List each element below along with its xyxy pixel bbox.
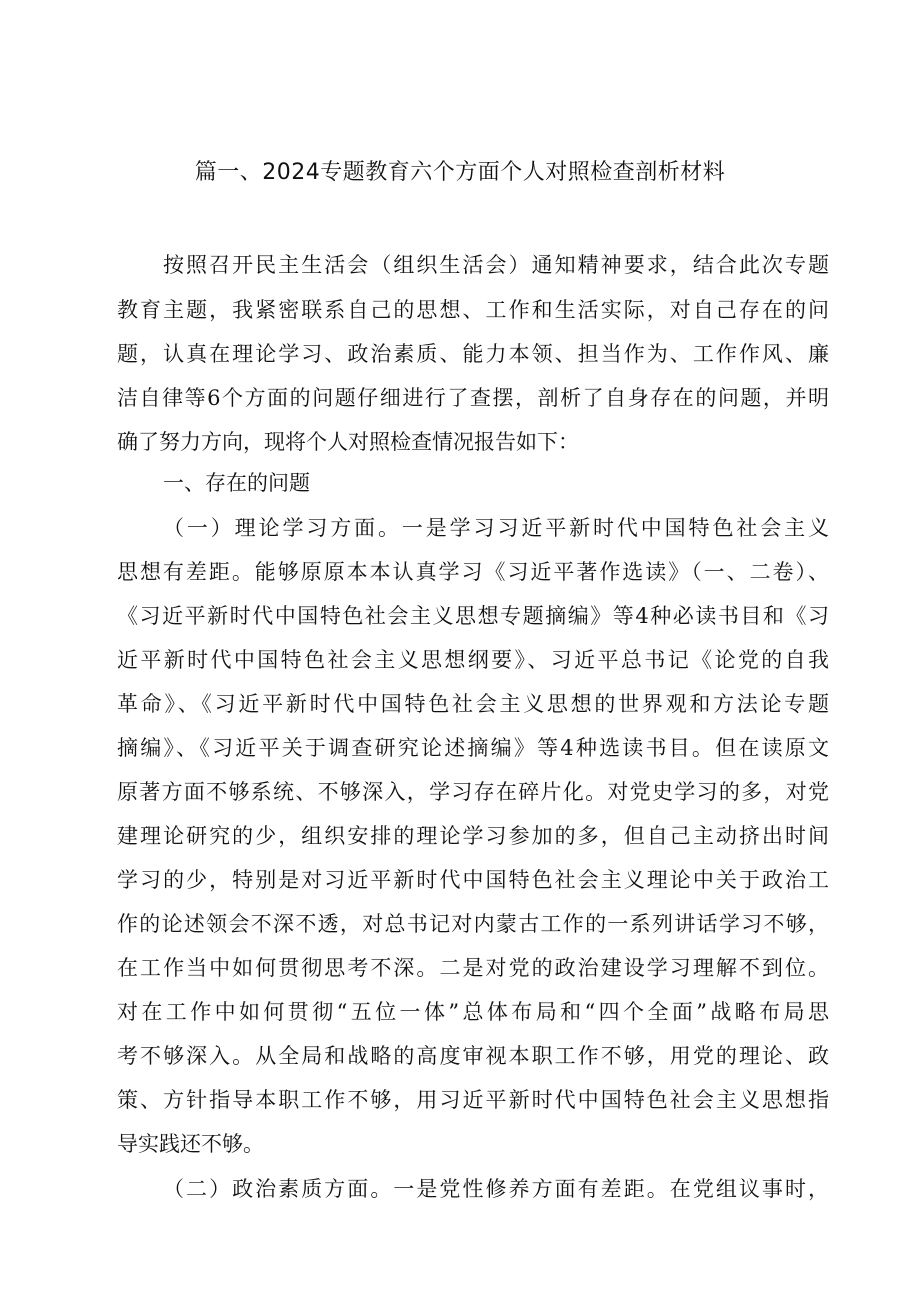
para1-line-3: 《习近平新时代中国特色社会主义思想专题摘编》等4种必读书目和《习: [117, 604, 829, 628]
para2-line-1: （二）政治素质方面。一是党性修养方面有差距。在党组议事时，: [163, 1177, 829, 1201]
para1-line-10: 作的论述领会不深不透，对总书记对内蒙古工作的一系列讲话学习不够，: [117, 912, 829, 936]
intro-line-1: 按照召开民主生活会（组织生活会）通知精神要求，结合此次专题: [163, 253, 829, 277]
para1-line-4: 近平新时代中国特色社会主义思想纲要》、习近平总书记《论党的自我: [117, 648, 829, 672]
intro-line-5: 确了努力方向，现将个人对照检查情况报告如下：: [117, 430, 579, 454]
document-title: 篇一、2024专题教育六个方面个人对照检查剖析材料: [194, 160, 726, 185]
para1-line-6: 摘编》、《习近平关于调查研究论述摘编》等4种选读书目。但在读原文: [117, 736, 829, 760]
intro-line-2: 教育主题，我紧密联系自己的思想、工作和生活实际，对自己存在的问: [117, 298, 829, 322]
section-heading: 一、存在的问题: [163, 471, 310, 495]
para1-line-9: 学习的少，特别是对习近平新时代中国特色社会主义理论中关于政治工: [117, 868, 829, 892]
para1-line-7: 原著方面不够系统、不够深入，学习存在碎片化。对党史学习的多，对党: [117, 780, 829, 804]
para1-line-1: （一）理论学习方面。一是学习习近平新时代中国特色社会主义: [163, 516, 829, 540]
intro-line-3: 题，认真在理论学习、政治素质、能力本领、担当作为、工作作风、廉: [117, 342, 829, 366]
para1-line-15: 导实践还不够。: [117, 1132, 264, 1156]
para1-line-5: 革命》、《习近平新时代中国特色社会主义思想的世界观和方法论专题: [117, 692, 829, 716]
para1-line-2: 思想有差距。能够原原本本认真学习《习近平著作选读》（一、二卷）、: [117, 560, 829, 584]
para1-line-11: 在工作当中如何贯彻思考不深。二是对党的政治建设学习理解不到位。: [117, 956, 829, 980]
intro-line-4: 洁自律等6个方面的问题仔细进行了查摆，剖析了自身存在的问题，并明: [117, 386, 829, 410]
para1-line-12: 对在工作中如何贯彻“五位一体”总体布局和“四个全面”战略布局思: [117, 1000, 829, 1024]
para1-line-13: 考不够深入。从全局和战略的高度审视本职工作不够，用党的理论、政: [117, 1044, 829, 1068]
para1-line-14: 策、方针指导本职工作不够，用习近平新时代中国特色社会主义思想指: [117, 1088, 829, 1112]
para1-line-8: 建理论研究的少，组织安排的理论学习参加的多，但自己主动挤出时间: [117, 824, 829, 848]
